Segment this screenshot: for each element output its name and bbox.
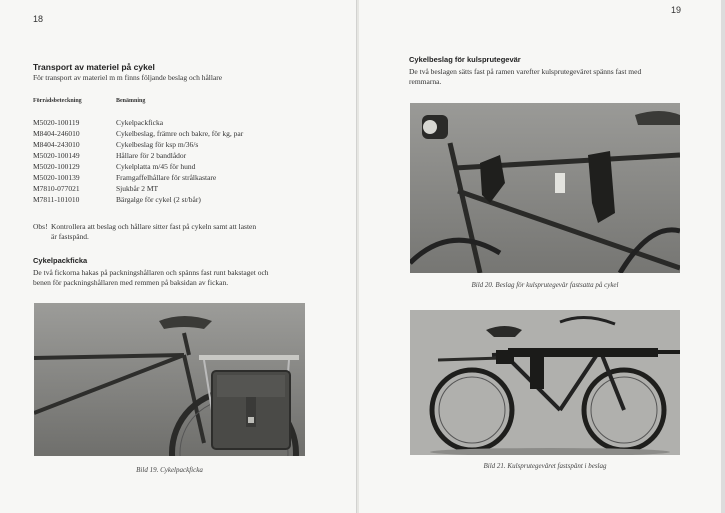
section-title: Cykelpackficka [33, 256, 88, 265]
table-cell-code: M7811-101010 [33, 195, 80, 204]
table-row [33, 173, 217, 182]
table-row [33, 151, 187, 160]
table-cell-code: M5020-100129 [33, 162, 80, 171]
table-cell-name: Sjukbår 2 MT [116, 184, 159, 193]
intro-text: För transport av materiel m m finns följande beslag och hållare [33, 73, 223, 82]
table-row [33, 184, 159, 193]
table-header-name: Benämning [116, 98, 146, 104]
right-text-line-2: remmarna. [409, 77, 442, 86]
table-cell-name: Hållare för 2 bandlådor [116, 151, 187, 160]
note-line-2: är fastspänd. [51, 232, 89, 241]
table-row [33, 118, 164, 127]
table-row [33, 195, 201, 204]
table-cell-code: M5020-100139 [33, 173, 80, 182]
right-title: Cykelbeslag för kulsprutegevär [409, 55, 521, 64]
table-cell-code: M5020-100119 [33, 118, 80, 127]
table-row [33, 140, 199, 149]
section-line-2: benen för packningshållaren med remmen på baksidan av fickan. [33, 278, 229, 287]
caption-bild-20: Bild 20. Beslag för kulsprutegevär fastsatta på cykel [471, 281, 619, 289]
equipment-table [33, 98, 333, 218]
table-cell-code: M5020-100149 [33, 151, 80, 160]
section-line-1: De två fickorna hakas på packningshållaren och spänns fast runt bakstaget och [33, 268, 269, 277]
table-header-designation: Förrådsbeteckning [33, 98, 82, 104]
table-cell-name: Bärgalge för cykel (2 st/bår) [116, 195, 201, 204]
note-block [33, 222, 257, 241]
table-cell-name: Framgaffelhållare för strålkastare [116, 173, 217, 182]
table-cell-name: Cykelbeslag, främre och bakre, för kg, par [116, 129, 244, 138]
page-title: Transport av materiel på cykel [33, 62, 155, 72]
page-number-right: 19 [671, 5, 682, 15]
photo-bicycle-pannier [34, 303, 305, 456]
note-line-1: Kontrollera att beslag och hållare sitter fast på cykeln samt att lasten [51, 222, 257, 231]
caption-bild-21: Bild 21. Kulsprutegeväret fastspänt i beslag [483, 462, 607, 470]
table-row [33, 162, 196, 171]
table-cell-name: Cykelpackficka [116, 118, 164, 127]
right-text-line-1: De två beslagen sätts fast på ramen varefter kulsprutegeväret spänns fast med [409, 67, 642, 76]
page-number-left: 18 [33, 14, 44, 24]
table-row [33, 129, 244, 138]
photo-mounts-on-bicycle [410, 103, 680, 273]
table-cell-name: Cykelplatta m/45 för hund [116, 162, 196, 171]
right-page [359, 0, 721, 513]
caption-bild-19: Bild 19. Cykelpackficka [136, 466, 203, 474]
left-page [0, 0, 357, 513]
table-cell-code: M8404-246010 [33, 129, 80, 138]
note-label: Obs! [33, 222, 48, 231]
photo-machine-gun-strapped [410, 310, 680, 455]
table-cell-code: M8404-243010 [33, 140, 80, 149]
table-cell-code: M7810-077021 [33, 184, 80, 193]
table-cell-name: Cykelbeslag för ksp m/36/s [116, 140, 199, 149]
